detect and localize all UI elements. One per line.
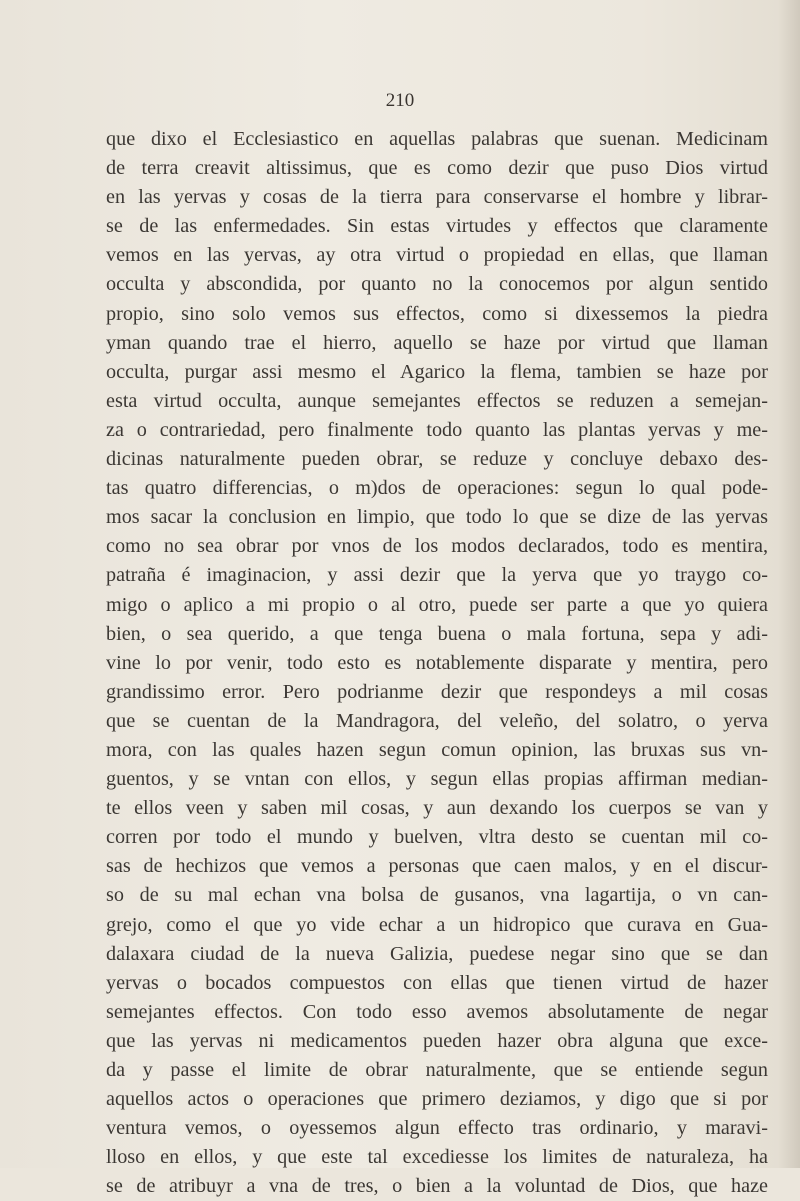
text-line: dalaxara ciudad de la nueva Galizia, puedese negar sino que se dan	[106, 942, 768, 965]
text-line: patraña é imaginacion, y assi dezir que la yerva que yo traygo co-	[106, 564, 768, 587]
text-line: en las yervas y cosas de la tierra para conservarse el hombre y librar-	[106, 186, 768, 209]
text-line: so de su mal echan vna bolsa de gusanos, vna lagartija, o vn can-	[106, 884, 768, 907]
text-line: que se cuentan de la Mandragora, del veleño, del solatro, o yerva	[106, 709, 768, 732]
text-line: za o contrariedad, pero finalmente todo quanto las plantas yervas y me-	[106, 418, 768, 441]
text-line: migo o aplico a mi propio o al otro, puede ser parte a que yo quiera	[106, 593, 768, 616]
text-line: aquellos actos o operaciones que primero deziamos, y digo que si por	[106, 1088, 768, 1111]
text-line: da y passe el limite de obrar naturalmente, que se entiende segun	[106, 1059, 768, 1081]
text-line: yervas o bocados compuestos con ellas que tienen virtud de hazer	[106, 971, 768, 994]
text-line: que las yervas ni medicamentos pueden hazer obra alguna que exce-	[106, 1029, 768, 1052]
text-line: occulta, purgar assi mesmo el Agarico la flema, tambien se haze por	[106, 360, 768, 383]
text-line: semejantes effectos. Con todo esso avemos absolutamente de negar	[106, 1000, 768, 1023]
text-line: ventura vemos, o oyessemos algun effecto tras ordinario, y maravi-	[106, 1117, 768, 1140]
text-line: propio, sino solo vemos sus effectos, como si dixessemos la piedra	[106, 302, 768, 325]
text-line: se de las enfermedades. Sin estas virtudes y effectos que claramente	[106, 215, 768, 238]
text-line: guentos, y se vntan con ellos, y segun ellas propias affirman median-	[106, 768, 768, 791]
text-line: que dixo el Ecclesiastico en aquellas palabras que suenan. Medicinam	[106, 128, 768, 150]
text-line: te ellos veen y saben mil cosas, y aun dexando los cuerpos se van y	[106, 797, 768, 820]
page-number: 210	[385, 90, 415, 111]
text-line: sas de hechizos que vemos a personas que caen malos, y en el discur-	[106, 855, 768, 878]
text-line: grandissimo error. Pero podrianme dezir que respondeys a mil cosas	[106, 680, 768, 703]
text-line: esta virtud occulta, aunque semejantes effectos se reduzen a semejan-	[106, 389, 768, 412]
text-line: corren por todo el mundo y buelven, vltra desto se cuentan mil co-	[106, 826, 768, 849]
text-line: mora, con las quales hazen segun comun opinion, las bruxas sus vn-	[106, 738, 768, 761]
text-line: de terra creavit altissimus, que es como dezir que puso Dios virtud	[106, 157, 768, 180]
text-line: occulta y abscondida, por quanto no la conocemos por algun sentido	[106, 273, 768, 296]
text-line: yman quando trae el hierro, aquello se haze por virtud que llaman	[106, 331, 768, 354]
text-line: mos sacar la conclusion en limpio, que todo lo que se dize de las yervas	[106, 506, 768, 529]
text-line: grejo, como el que yo vide echar a un hidropico que curava en Gua-	[106, 913, 768, 936]
text-line: lloso en ellos, y que este tal excediesse los limites de naturaleza, ha	[106, 1146, 768, 1169]
text-line: tas quatro differencias, o m)dos de operaciones: segun lo qual pode-	[106, 477, 768, 500]
text-line: vemos en las yervas, ay otra virtud o propiedad en ellas, que llaman	[106, 244, 768, 267]
text-line: dicinas naturalmente pueden obrar, se reduze y concluye debaxo des-	[106, 448, 768, 471]
text-line: como no sea obrar por vnos de los modos declarados, todo es mentira,	[106, 535, 768, 558]
text-line: se de atribuyr a vna de tres, o bien a la voluntad de Dios, que haze	[106, 1175, 768, 1198]
text-line: bien, o sea querido, a que tenga buena o mala fortuna, sepa y adi-	[106, 622, 768, 645]
body-text	[106, 125, 768, 1201]
page-edge-shadow	[778, 0, 800, 1168]
text-line: vine lo por venir, todo esto es notablemente disparate y mentira, pero	[106, 651, 768, 674]
